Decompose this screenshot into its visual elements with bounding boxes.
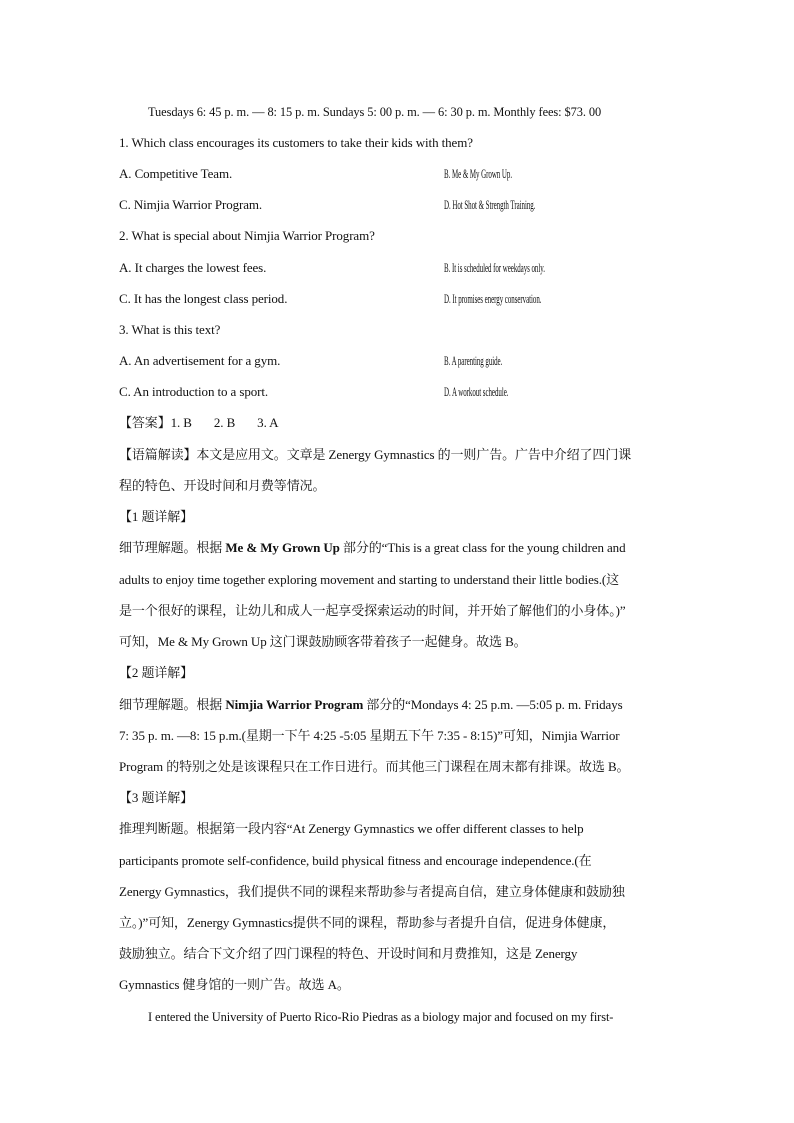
- q1-detail-heading: 【1 题详解】: [119, 509, 194, 524]
- q2-detail-bold-section: Nimjia Warrior Program: [225, 697, 364, 712]
- q1-detail-line-1: [119, 539, 679, 557]
- analysis-line-2: 程的特色、开设时间和月费等情况。: [119, 478, 326, 493]
- question-2-stem: 2. What is special about Nimjia Warrior Program?: [119, 228, 375, 243]
- q3-detail-line-2: participants promote self-confidence, build physical fitness and encourage independence.(在: [119, 853, 592, 868]
- question-3-option-d: D. A workout schedule.: [444, 384, 509, 399]
- question-3-option-b: B. A parenting guide.: [444, 353, 503, 368]
- q2-detail-suffix: 部分的“Mondays 4: 25 p.m. —5:05 p. m. Fridays: [363, 697, 623, 712]
- question-1-option-c: C. Nimjia Warrior Program.: [119, 197, 263, 212]
- q2-detail-heading: 【2 题详解】: [119, 665, 194, 680]
- analysis-text-1: 本文是应用文。文章是 Zenergy Gymnastics 的一则广告。广告中介绍了四门课: [196, 447, 632, 462]
- question-3-option-a: A. An advertisement for a gym.: [119, 353, 281, 368]
- q1-detail-suffix: 部分的“This is a great class for the young children and: [339, 540, 626, 555]
- q1-detail-line-2: adults to enjoy time together exploring movement and starting to understand their little bodies.(这: [119, 572, 619, 587]
- question-1-option-d: D. Hot Shot & Strength Training.: [444, 197, 536, 212]
- question-2-option-c: C. It has the longest class period.: [119, 291, 288, 306]
- q1-detail-line-4: 可知，Me & My Grown Up 这门课鼓励顾客带着孩子一起健身。故选 B。: [119, 634, 527, 649]
- question-3-stem: 3. What is this text?: [119, 322, 221, 337]
- answer-line: [119, 414, 679, 432]
- q3-detail-heading: 【3 题详解】: [119, 790, 194, 805]
- question-3-option-c: C. An introduction to a sport.: [119, 384, 269, 399]
- q2-detail-prefix: 细节理解题。根据: [119, 697, 226, 712]
- q2-detail-line-1: [119, 696, 679, 714]
- schedule-line: Tuesdays 6: 45 p. m. — 8: 15 p. m. Sundays 5: 00 p. m. — 6: 30 p. m. Monthly fees: $73. 00: [148, 104, 602, 119]
- q3-detail-line-4: 立。)”可知，Zenergy Gymnastics提供不同的课程，帮助参与者提升自信，促进身体健康，: [119, 915, 616, 930]
- answer-label: 【答案】: [119, 415, 171, 430]
- q2-detail-line-2: 7: 35 p. m. —8: 15 p.m.(星期一下午 4:25 -5:05 星期五下午 7:35 - 8:15)”可知，Nimjia Warrior: [119, 728, 620, 743]
- question-2-option-d: D. It promises energy conservation.: [444, 291, 542, 306]
- question-1-stem: 1. Which class encourages its customers to take their kids with them?: [119, 135, 473, 150]
- q3-detail-line-1: 推理判断题。根据第一段内容“At Zenergy Gymnastics we offer different classes to help: [119, 821, 584, 836]
- answer-item-1: 1. B: [170, 415, 192, 430]
- q2-detail-line-3: Program 的特别之处是该课程只在工作日进行。而其他三门课程在周末都有排课。故选 B。: [119, 759, 630, 774]
- next-passage-first-line: I entered the University of Puerto Rico-Rio Piedras as a biology major and focused on my first-: [148, 1009, 614, 1024]
- question-2-option-b: B. It is scheduled for weekdays only.: [444, 260, 545, 275]
- q1-detail-prefix: 细节理解题。根据: [119, 540, 226, 555]
- question-1-option-a: A. Competitive Team.: [119, 166, 233, 181]
- answer-item-3: 3. A: [257, 415, 279, 430]
- q3-detail-line-5: 鼓励独立。结合下文介绍了四门课程的特色、开设时间和月费推知，这是 Zenergy: [119, 946, 578, 961]
- q1-detail-bold-section: Me & My Grown Up: [225, 540, 340, 555]
- question-2-option-a: A. It charges the lowest fees.: [119, 260, 267, 275]
- q1-detail-line-3: 是一个很好的课程，让幼儿和成人一起享受探索运动的时间，并开始了解他们的小身体。)”: [119, 603, 626, 618]
- analysis-line-1: [119, 446, 679, 464]
- analysis-heading: 【语篇解读】: [119, 447, 197, 462]
- answer-item-2: 2. B: [213, 415, 236, 430]
- question-1-option-b: B. Me & My Grown Up.: [444, 166, 513, 181]
- q3-detail-line-3: Zenergy Gymnastics，我们提供不同的课程来帮助参与者提高自信，建立身体健康和鼓励独: [119, 884, 625, 899]
- q3-detail-line-6: Gymnastics 健身馆的一则广告。故选 A。: [119, 977, 350, 992]
